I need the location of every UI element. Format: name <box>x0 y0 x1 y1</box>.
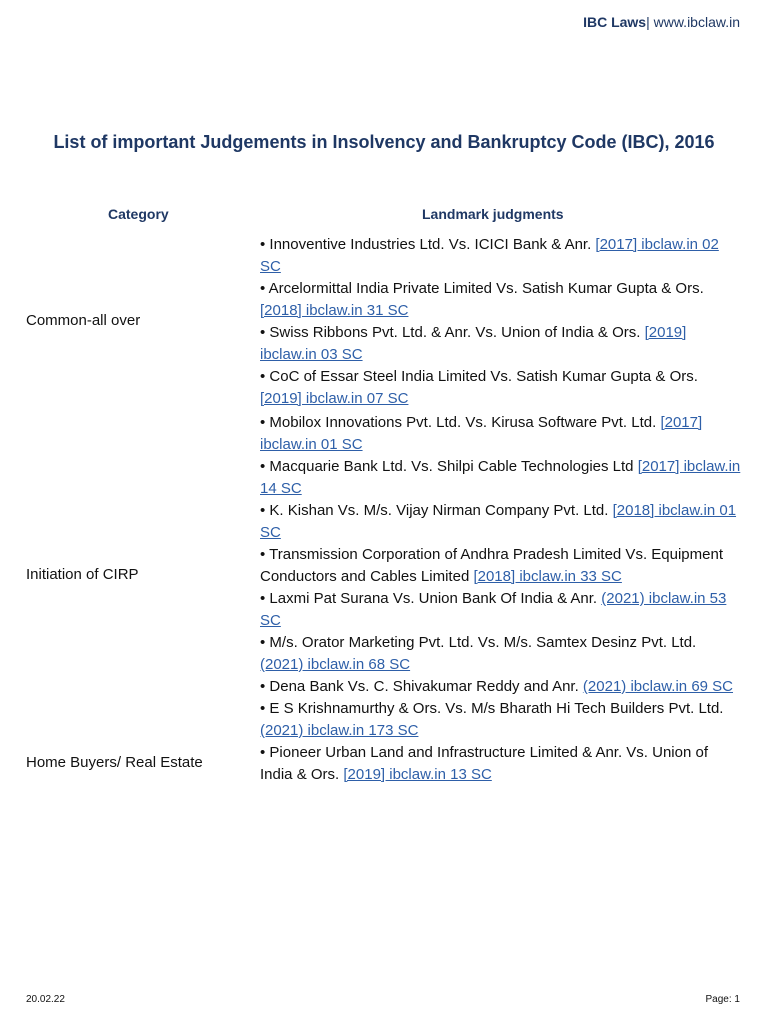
list-item <box>260 366 742 410</box>
list-item <box>260 322 742 366</box>
citation-link[interactable]: [2018] ibclaw.in 31 SC <box>260 302 409 319</box>
column-header-landmark: Landmark judgments <box>422 206 564 222</box>
footer-date: 20.02.22 <box>26 994 65 1005</box>
list-item <box>260 500 742 544</box>
document-title: List of important Judgements in Insolvency and Bankruptcy Code (IBC), 2016 <box>53 132 715 152</box>
case-name: • Arcelormittal India Private Limited Vs. Satish Kumar Gupta & Ors. <box>260 280 704 297</box>
citation-link[interactable]: (2021) ibclaw.in 173 SC <box>260 722 419 739</box>
citation-link[interactable]: (2021) ibclaw.in 53 SC <box>260 590 727 629</box>
column-header-category: Category <box>108 206 169 222</box>
case-name: • Transmission Corporation of Andhra Pradesh Limited Vs. Equipment Conductors and Cables Limited <box>260 546 723 585</box>
case-name: • CoC of Essar Steel India Limited Vs. Satish Kumar Gupta & Ors. <box>260 368 698 385</box>
case-name: • M/s. Orator Marketing Pvt. Ltd. Vs. M/s. Samtex Desinz Pvt. Ltd. <box>260 634 697 651</box>
list-item <box>260 544 742 588</box>
case-name: • Macquarie Bank Ltd. Vs. Shilpi Cable Technologies Ltd <box>260 458 638 475</box>
case-name: • E S Krishnamurthy & Ors. Vs. M/s Bharath Hi Tech Builders Pvt. Ltd. <box>260 700 724 717</box>
citation-link[interactable]: [2017] ibclaw.in 14 SC <box>260 458 741 497</box>
page-header <box>583 14 740 30</box>
footer-page-number: Page: 1 <box>705 994 740 1005</box>
list-item <box>260 698 742 742</box>
citation-link[interactable]: [2017] ibclaw.in 01 SC <box>260 414 703 453</box>
case-name: • Dena Bank Vs. C. Shivakumar Reddy and Anr. <box>260 678 583 695</box>
case-name: • Mobilox Innovations Pvt. Ltd. Vs. Kirusa Software Pvt. Ltd. <box>260 414 661 431</box>
citation-link[interactable]: [2019] ibclaw.in 03 SC <box>260 324 687 363</box>
section-initiation <box>0 412 768 742</box>
list-item <box>260 588 742 632</box>
list-item <box>260 278 742 322</box>
case-name: • Laxmi Pat Surana Vs. Union Bank Of India & Anr. <box>260 590 602 607</box>
brand-name: IBC Laws <box>583 14 647 30</box>
list-item <box>260 234 742 278</box>
section-home-buyers <box>0 742 768 788</box>
citation-link[interactable]: (2021) ibclaw.in 68 SC <box>260 656 411 673</box>
list-item <box>260 676 742 698</box>
list-item <box>260 456 742 500</box>
citation-link[interactable]: [2018] ibclaw.in 01 SC <box>260 502 737 541</box>
citation-link[interactable]: (2021) ibclaw.in 69 SC <box>582 678 734 695</box>
case-name: • Pioneer Urban Land and Infrastructure Limited & Anr. Vs. Union of India & Ors. <box>260 744 709 783</box>
judgment-list <box>260 234 742 410</box>
judgment-list <box>260 412 742 742</box>
citation-link[interactable]: [2019] ibclaw.in 07 SC <box>260 390 409 407</box>
list-item <box>260 742 742 786</box>
list-item <box>260 412 742 456</box>
category-label: Home Buyers/ Real Estate <box>26 754 203 771</box>
citation-link[interactable]: [2019] ibclaw.in 13 SC <box>343 766 492 783</box>
case-name: • Swiss Ribbons Pvt. Ltd. & Anr. Vs. Union of India & Ors. <box>260 324 645 341</box>
citation-link[interactable]: [2017] ibclaw.in 02 SC <box>260 236 719 275</box>
header-separator: | <box>646 14 654 30</box>
case-name: • Innoventive Industries Ltd. Vs. ICICI Bank & Anr. <box>260 236 596 253</box>
citation-link[interactable]: [2018] ibclaw.in 33 SC <box>473 568 622 585</box>
site-link[interactable]: www.ibclaw.in <box>653 14 740 30</box>
category-label: Initiation of CIRP <box>26 566 139 583</box>
list-item <box>260 632 742 676</box>
category-label: Common-all over <box>26 312 141 329</box>
section-common <box>0 234 768 410</box>
judgment-list <box>260 742 742 786</box>
case-name: • K. Kishan Vs. M/s. Vijay Nirman Company Pvt. Ltd. <box>260 502 613 519</box>
